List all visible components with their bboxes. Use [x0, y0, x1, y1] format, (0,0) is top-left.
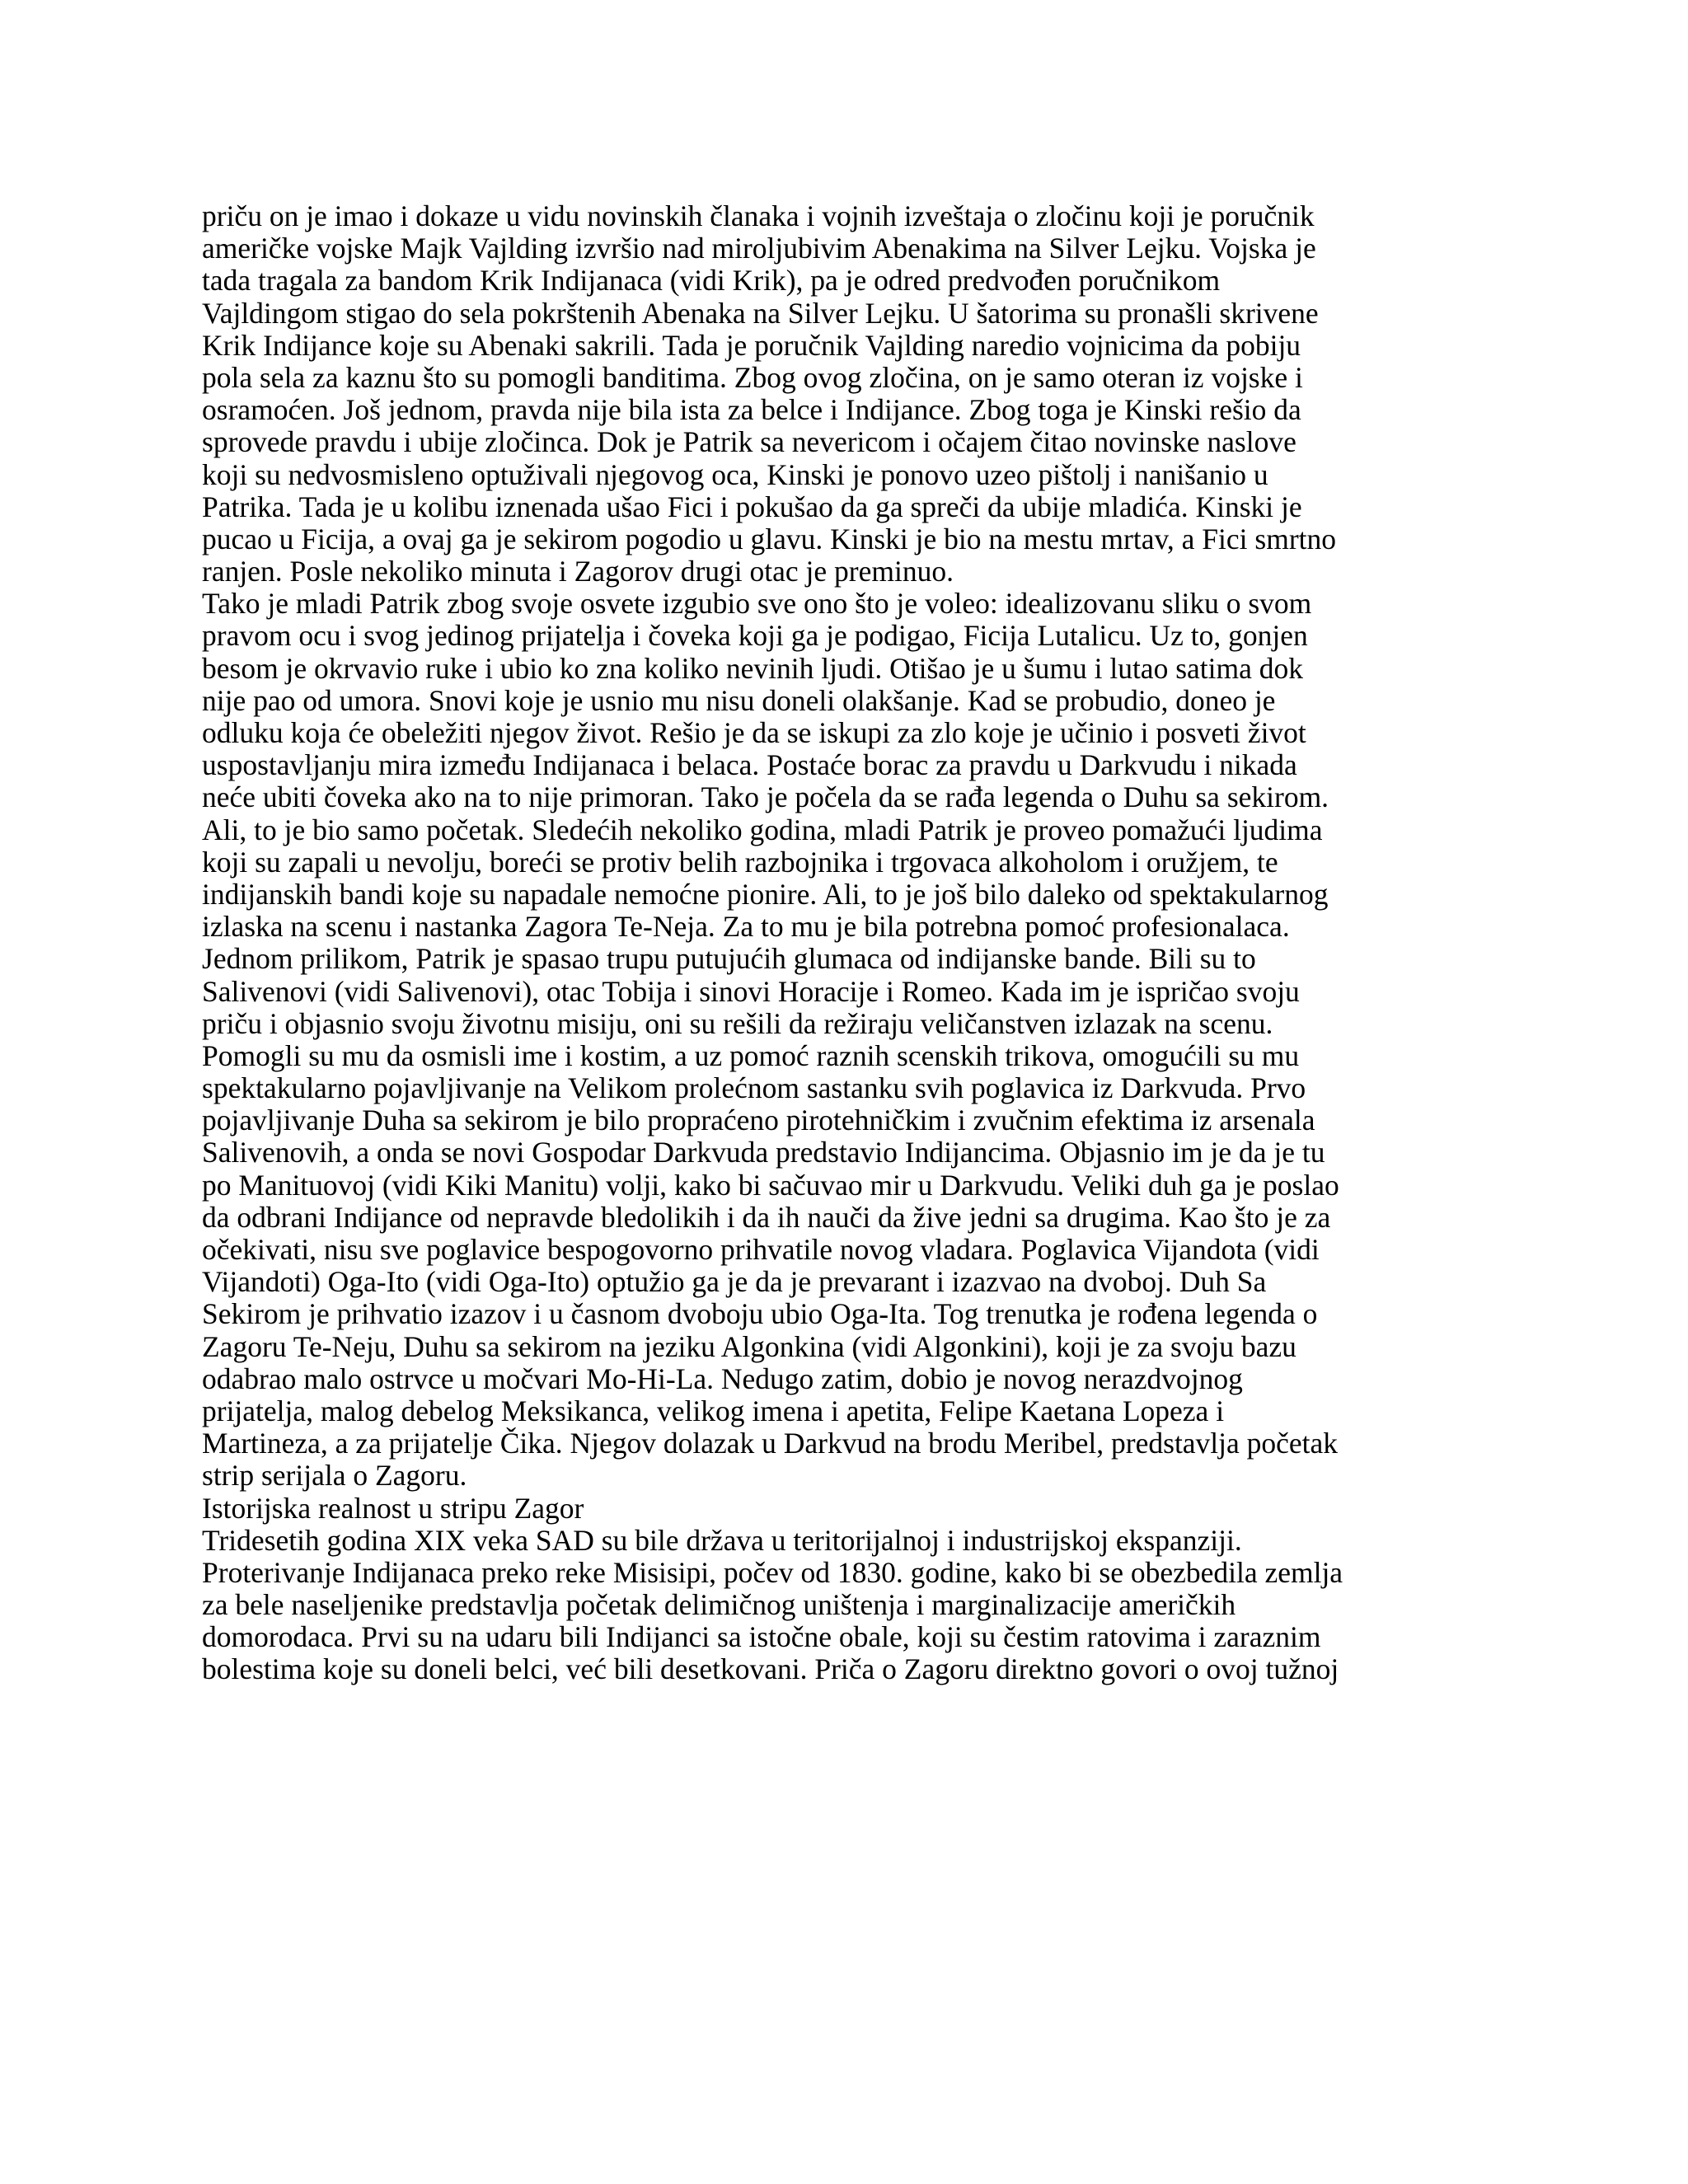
text-line: bolestima koje su doneli belci, već bili desetkovani. Priča o Zagoru direktno govori o ovoj tužnoj [202, 1652, 1339, 1686]
text-line: koji su zapali u nevolju, boreći se protiv belih razbojnika i trgovaca alkoholom i oružjem, te [202, 845, 1278, 879]
text-line: priču on je imao i dokaze u vidu novinskih članaka i vojnih izveštaja o zločinu koji je poručnik [202, 199, 1315, 232]
text-line: priču i objasnio svoju životnu misiju, oni su rešili da režiraju veličanstven izlazak na scenu. [202, 1006, 1273, 1040]
text-line: odluku koja će obeležiti njegov život. Rešio je da se iskupi za zlo koje je učinio i posveti život [202, 716, 1306, 749]
text-line: Proterivanje Indijanaca preko reke Misisipi, počev od 1830. godine, kako bi se obezbedila zemlja [202, 1555, 1343, 1589]
text-line: Salivenovi (vidi Salivenovi), otac Tobija i sinovi Horacije i Romeo. Kada im je ispričao svoju [202, 974, 1300, 1008]
text-line: Vijandoti) Oga-Ito (vidi Oga-Ito) optužio ga je da je prevarant i izazvao na dvoboj. Duh Sa [202, 1265, 1267, 1299]
text-line: američke vojske Majk Vajlding izvršio nad miroljubivim Abenakima na Silver Lejku. Vojska je [202, 232, 1316, 265]
text-line: ranjen. Posle nekoliko minuta i Zagorov drugi otac je preminuo. [202, 555, 954, 588]
text-line: tada tragala za bandom Krik Indijanaca (vidi Krik), pa je odred predvođen poručnikom [202, 264, 1221, 298]
text-line: osramoćen. Još jednom, pravda nije bila ista za belce i Indijance. Zbog toga je Kinski rešio da [202, 393, 1301, 427]
text-line: spektakularno pojavljivanje na Velikom prolećnom sastanku svih poglavica iz Darkvuda. Prvo [202, 1071, 1306, 1105]
text-line: Tridesetih godina XIX veka SAD su bile država u teritorijalnoj i industrijskoj ekspanziji. [202, 1523, 1242, 1557]
text-line: neće ubiti čoveka ako na to nije primoran. Tako je počela da se rađa legenda o Duhu sa sekirom. [202, 780, 1329, 814]
text-line: po Manituovoj (vidi Kiki Manitu) volji, kako bi sačuvao mir u Darkvudu. Veliki duh ga je poslao [202, 1168, 1339, 1202]
text-line: indijanskih bandi koje su napadale nemoćne pionire. Ali, to je još bilo daleko od spektakularnog [202, 877, 1329, 911]
text-line: Tako je mladi Patrik zbog svoje osvete izgubio sve ono što je voleo: idealizovanu sliku o svom [202, 587, 1312, 621]
text-line: strip serijala o Zagoru. [202, 1459, 467, 1493]
text-line: odabrao malo ostrvce u močvari Mo-Hi-La. Nedugo zatim, dobio je novog nerazdvojnog [202, 1361, 1243, 1395]
text-line: prijatelja, malog debelog Meksikanca, velikog imena i apetita, Felipe Kaetana Lopeza i [202, 1394, 1225, 1427]
text-line: Sekirom je prihvatio izazov i u časnom dvoboju ubio Oga-Ita. Tog trenutka je rođena legenda o [202, 1297, 1318, 1331]
text-line: Krik Indijance koje su Abenaki sakrili. Tada je poručnik Vajlding naredio vojnicima da pobiju [202, 328, 1301, 362]
text-line: Vajldingom stigao do sela pokrštenih Abenaka na Silver Lejku. U šatorima su pronašli skrivene [202, 296, 1319, 330]
text-line: Pomogli su mu da osmisli ime i kostim, a uz pomoć raznih scenskih trikova, omogućili su mu [202, 1038, 1300, 1072]
text-line: Martineza, a za prijatelje Čika. Njegov dolazak u Darkvud na brodu Meribel, predstavlja početak [202, 1427, 1339, 1460]
text-line: Zagoru Te-Neju, Duhu sa sekirom na jeziku Algonkina (vidi Algonkini), koji je za svoju bazu [202, 1329, 1296, 1363]
text-line: za bele naseljenike predstavlja početak delimičnog uništenja i marginalizacije američkih [202, 1588, 1236, 1622]
text-line: očekivati, nisu sve poglavice bespogovorno prihvatile novog vladara. Poglavica Vijandota (vidi [202, 1233, 1320, 1266]
text-line: besom je okrvavio ruke i ubio ko zna koliko nevinih ljudi. Otišao je u šumu i lutao satima dok [202, 651, 1303, 685]
text-line: uspostavljanju mira između Indijanaca i belaca. Postaće borac za pravdu u Darkvudu i nikada [202, 748, 1297, 782]
text-line: nije pao od umora. Snovi koje je usnio mu nisu doneli olakšanje. Kad se probudio, doneo je [202, 683, 1276, 717]
text-line: izlaska na scenu i nastanka Zagora Te-Neja. Za to mu je bila potrebna pomoć profesionalaca. [202, 910, 1290, 944]
text-line: Salivenovih, a onda se novi Gospodar Darkvuda predstavio Indijancima. Objasnio im je da je tu [202, 1136, 1325, 1169]
text-line: Patrika. Tada je u kolibu iznenada ušao Fici i pokušao da ga spreči da ubije mladića. Kinski je [202, 490, 1302, 523]
text-line: Ali, to je bio samo početak. Sledećih nekoliko godina, mladi Patrik je proveo pomažući ljudima [202, 813, 1323, 846]
text-line: pojavljivanje Duha sa sekirom je bilo propraćeno pirotehničkim i zvučnim efektima iz arsenala [202, 1104, 1315, 1137]
body-text [202, 200, 1521, 1686]
text-line: koji su nedvosmisleno optuživali njegovog oca, Kinski je ponovo uzeo pištolj i nanišanio u [202, 457, 1268, 491]
text-line: Istorijska realnost u stripu Zagor [202, 1491, 584, 1525]
text-line: Jednom prilikom, Patrik je spasao trupu putujućih glumaca od indijanske bande. Bili su to [202, 942, 1256, 976]
text-line: pravom ocu i svog jedinog prijatelja i čoveka koji ga je podigao, Ficija Lutalicu. Uz to, gonjen [202, 619, 1308, 653]
text-line: sprovede pravdu i ubije zločinca. Dok je Patrik sa nevericom i očajem čitao novinske naslove [202, 425, 1296, 459]
text-line: domorodaca. Prvi su na udaru bili Indijanci sa istočne obale, koji su čestim ratovima i zaraznim [202, 1620, 1321, 1654]
text-line: pucao u Ficija, a ovaj ga je sekirom pogodio u glavu. Kinski je bio na mestu mrtav, a Fici smrtno [202, 522, 1337, 555]
text-line: pola sela za kaznu što su pomogli banditima. Zbog ovog zločina, on je samo oteran iz vojske i [202, 360, 1303, 394]
text-line: da odbrani Indijance od nepravde bledolikih i da ih nauči da žive jedni sa drugima. Kao što je za [202, 1200, 1331, 1234]
